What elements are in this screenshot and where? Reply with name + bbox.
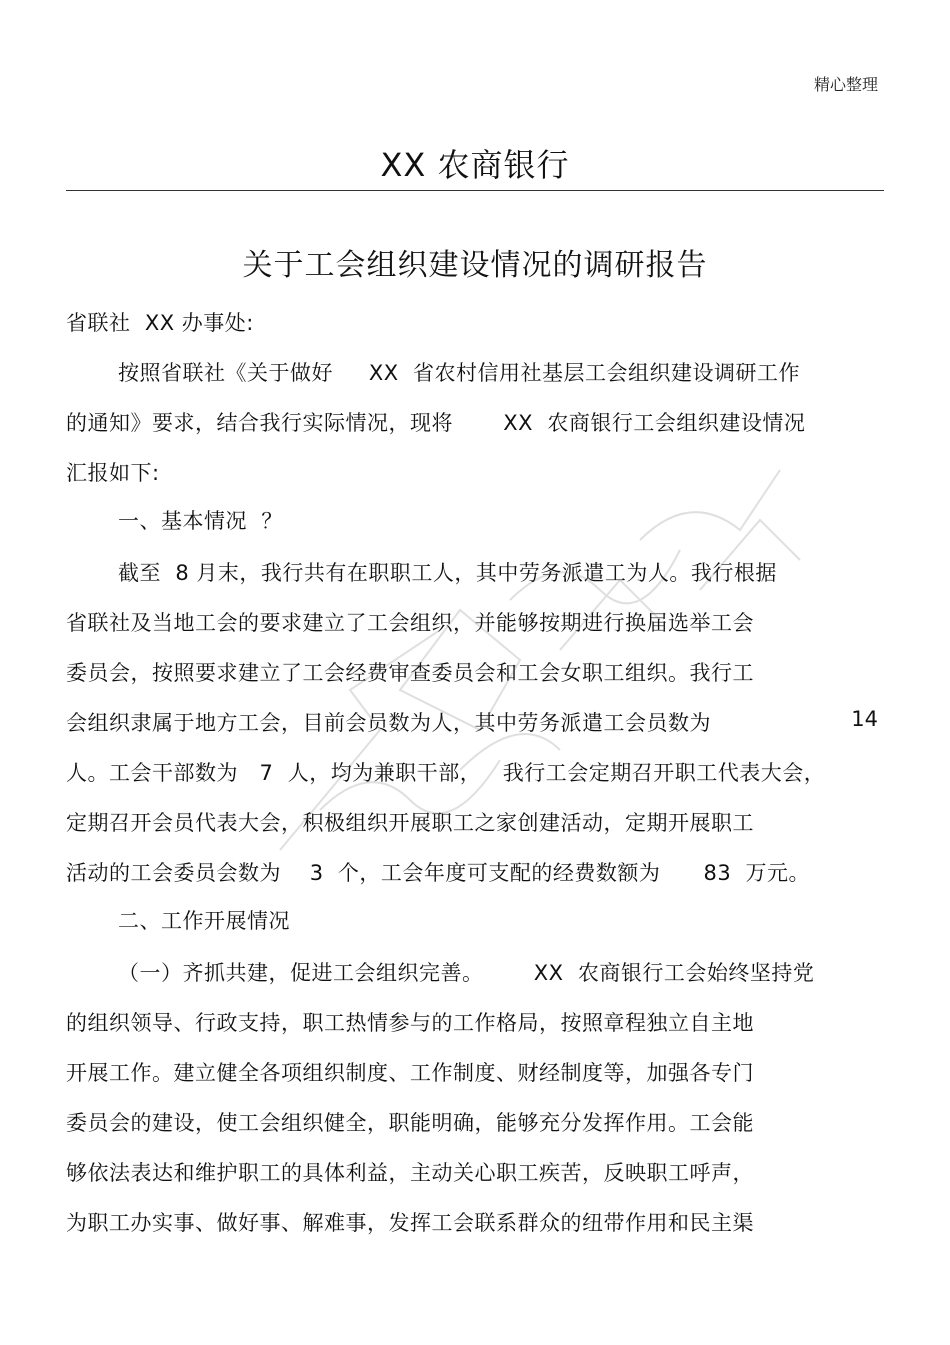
body-line: 够依法表达和维护职工的具体利益，主动关心职工疾苦，反映职工呼声， bbox=[66, 1161, 754, 1185]
body-line: 人。工会干部数为 7 人，均为兼职干部， 我行工会定期召开职工代表大会， bbox=[66, 761, 826, 785]
body-line: 按照省联社《关于做好 XX 省农村信用社基层工会组织建设调研工作 bbox=[118, 361, 800, 385]
section-heading-basic: 一、基本情况 ？ bbox=[118, 509, 283, 533]
body-line: 省联社及当地工会的要求建立了工会组织，并能够按期进行换届选举工会 bbox=[66, 611, 754, 635]
member-count-value: 14 bbox=[851, 707, 878, 731]
body-line: 会组织隶属于地方工会，目前会员数为人，其中劳务派遣工会员数为 bbox=[66, 711, 711, 735]
body-line: 的通知》要求，结合我行实际情况，现将 XX 农商银行工会组织建设情况 bbox=[66, 411, 806, 435]
subsection-heading: （一）齐抓共建，促进工会组织完善。 XX 农商银行工会始终坚持党 bbox=[118, 961, 815, 985]
document-title: 关于工会组织建设情况的调研报告 bbox=[242, 248, 708, 283]
body-line: 截至 8 月末，我行共有在职职工人，其中劳务派遣工为人。我行根据 bbox=[118, 561, 777, 585]
corner-note: 精心整理 bbox=[813, 75, 878, 94]
body-line: 汇报如下: bbox=[66, 461, 160, 485]
body-line: 活动的工会委员会数为 3 个，工会年度可支配的经费数额为 83 万元。 bbox=[66, 861, 811, 885]
section-heading-work: 二、工作开展情况 bbox=[118, 909, 290, 933]
body-line: 定期召开会员代表大会，积极组织开展职工之家创建活动，定期开展职工 bbox=[66, 811, 754, 835]
body-line: 委员会，按照要求建立了工会经费审查委员会和工会女职工组织。我行工 bbox=[66, 661, 754, 685]
header-title: XX 农商银行 bbox=[380, 146, 570, 184]
header-rule bbox=[66, 190, 884, 191]
body-line: 的组织领导、行政支持，职工热情参与的工作格局，按照章程独立自主地 bbox=[66, 1011, 754, 1035]
body-line: 开展工作。建立健全各项组织制度、工作制度、财经制度等，加强各专门 bbox=[66, 1061, 754, 1085]
body-line: 委员会的建设，使工会组织健全，职能明确，能够充分发挥作用。工会能 bbox=[66, 1111, 754, 1135]
body-line: 为职工办实事、做好事、解难事，发挥工会联系群众的纽带作用和民主渠 bbox=[66, 1211, 754, 1235]
salutation: 省联社 XX 办事处: bbox=[66, 311, 254, 335]
